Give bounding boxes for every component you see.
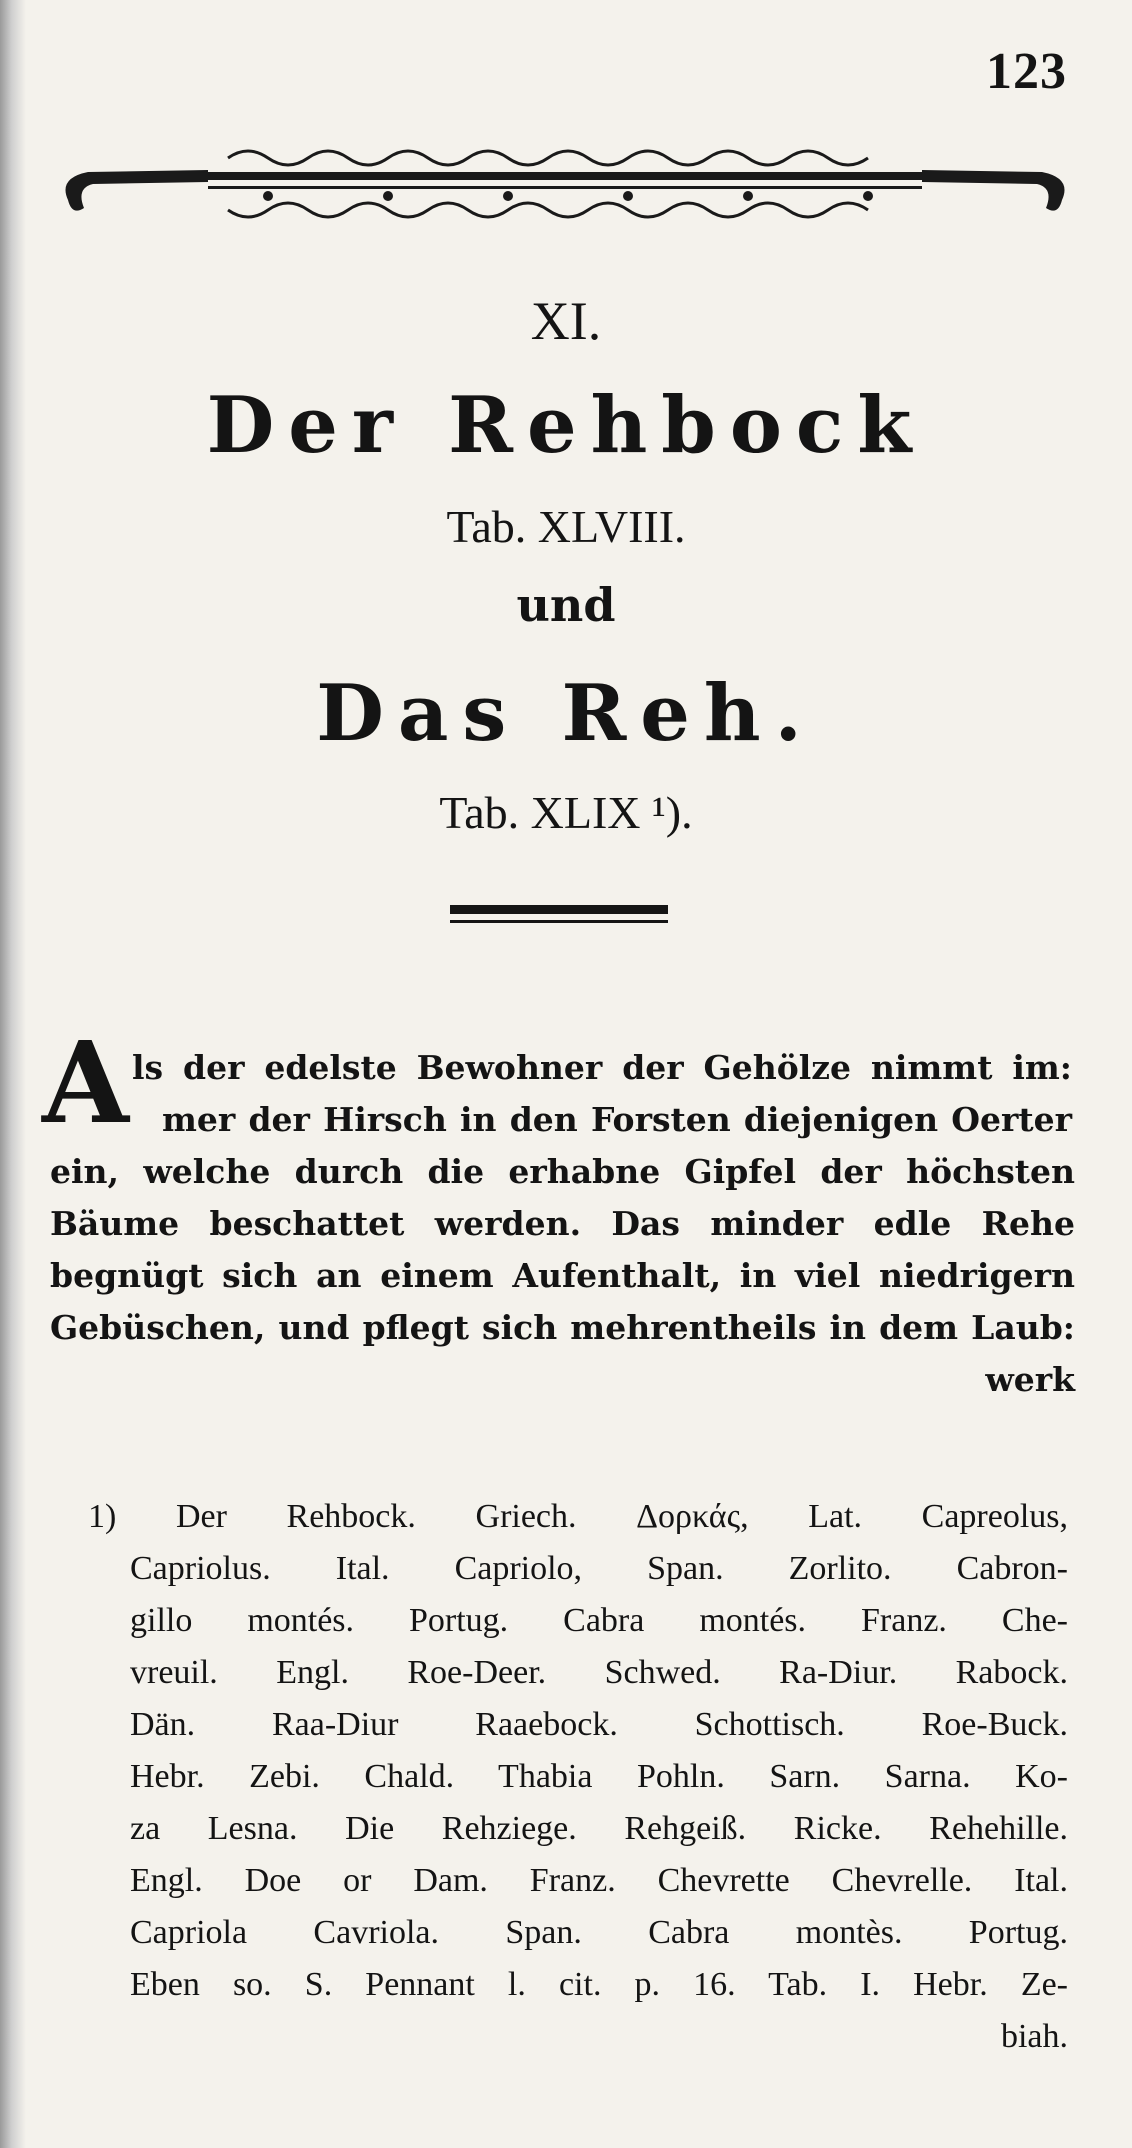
footnote-line-6: Hebr. Zebi. Chald. Thabia Pohln. Sarn. Sarna. Ko-: [130, 1758, 1068, 1795]
body-line-4: Bäume beschattet werden. Das minder edle Rehe: [50, 1204, 1075, 1243]
chapter-number: XI.: [530, 291, 602, 351]
body-line-6: Gebüschen, und pflegt sich mehrentheils in dem Laub:: [50, 1308, 1075, 1347]
footnote-line-5: Dän. Raa-Diur Raaebock. Schottisch. Roe-Buck.: [130, 1706, 1068, 1743]
footnote-line-7: za Lesna. Die Rehziege. Rehgeiß. Ricke. Rehehille.: [130, 1810, 1068, 1847]
footnote-line-2: Capriolus. Ital. Capriolo, Span. Zorlito. Cabron-: [130, 1550, 1068, 1587]
title-connector: und: [516, 578, 616, 632]
footnote-line-3: gillo montés. Portug. Cabra montés. Franz. Che-: [130, 1602, 1068, 1639]
drop-cap: A: [42, 1018, 129, 1149]
body-line-3: ein, welche durch die erhabne Gipfel der höchsten: [50, 1152, 1075, 1191]
section-divider: [450, 905, 668, 929]
footnote-line-9: Capriola Cavriola. Span. Cabra montès. Portug.: [130, 1914, 1068, 1951]
body-line-5: begnügt sich an einem Aufenthalt, in viel niedrigern: [50, 1256, 1075, 1295]
ornamental-header-border: [58, 138, 1072, 238]
body-line-catchword: werk: [985, 1360, 1075, 1399]
footnote-line-10: Eben so. S. Pennant l. cit. p. 16. Tab. I. Hebr. Ze-: [130, 1966, 1068, 2003]
footnote-line-4: vreuil. Engl. Roe-Deer. Schwed. Ra-Diur. Rabock.: [130, 1654, 1068, 1691]
plate-reference-2: Tab. XLIX ¹).: [439, 787, 693, 838]
chapter-title-rehbock: Der Rehbock: [206, 380, 926, 471]
footnote-line-11: biah.: [1000, 2018, 1068, 2055]
body-line-1: ls der edelste Bewohner der Gehölze nimmt im:: [132, 1048, 1072, 1087]
page-number: 123: [986, 43, 1067, 100]
footnote-line-8: Engl. Doe or Dam. Franz. Chevrette Chevrelle. Ital.: [130, 1862, 1068, 1899]
body-line-2: mer der Hirsch in den Forsten diejenigen Oerter: [162, 1100, 1072, 1139]
footnote-line-1: 1) Der Rehbock. Griech. Δορκάς, Lat. Capreolus,: [88, 1498, 1068, 1535]
plate-reference-1: Tab. XLVIII.: [446, 501, 686, 552]
chapter-title-reh: Das Reh.: [316, 668, 816, 759]
